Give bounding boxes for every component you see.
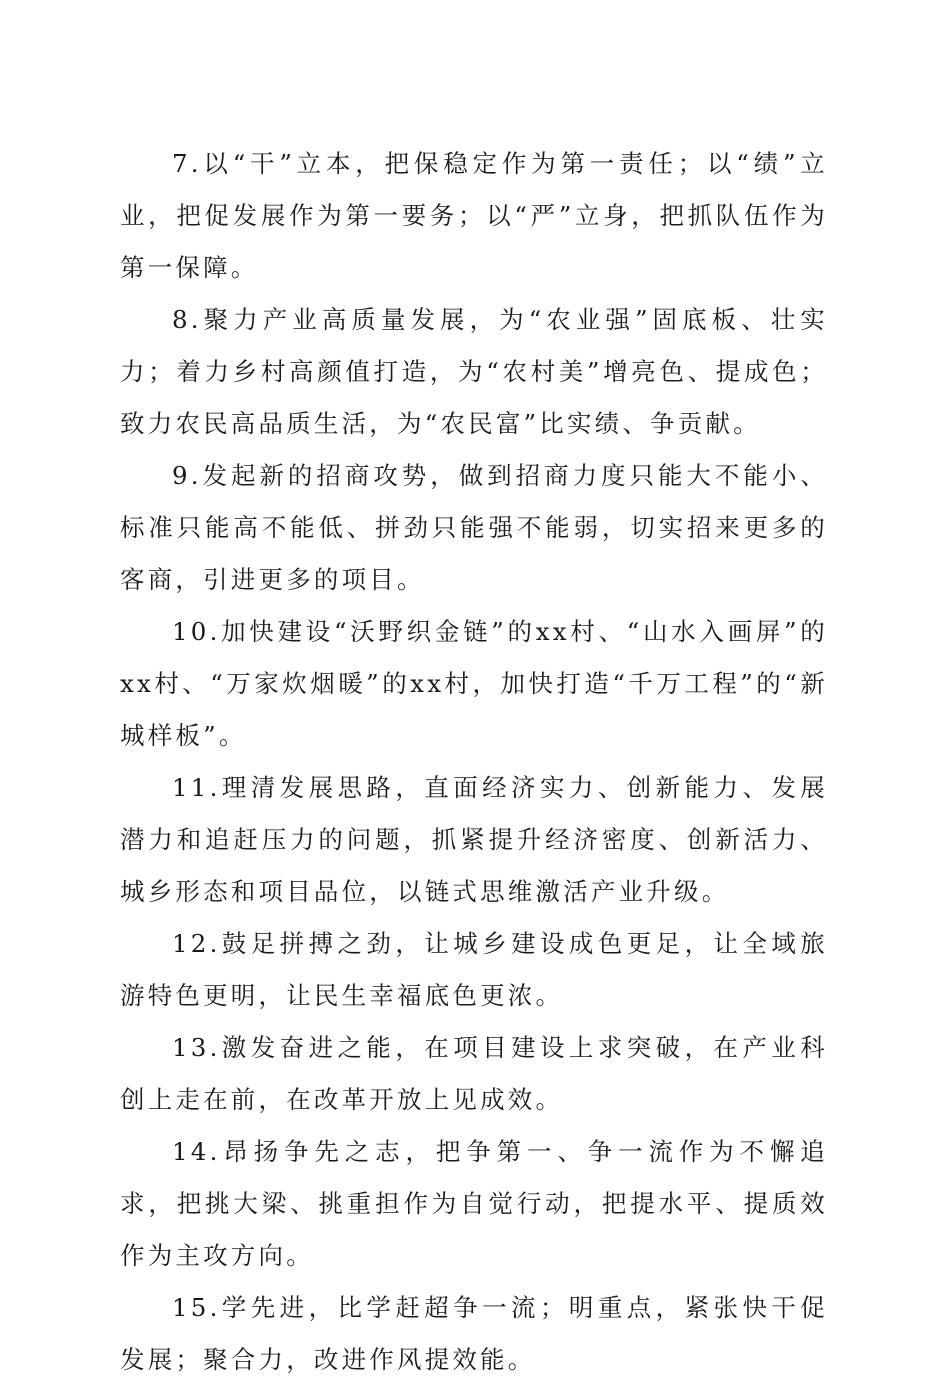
paragraph-item-14: 14.昂扬争先之志，把争第一、争一流作为不懈追求，把挑大梁、挑重担作为自觉行动，把提水平、提质效作为主攻方向。 <box>120 1137 828 1270</box>
paragraph-item-13: 13.激发奋进之能，在项目建设上求突破，在产业科创上走在前，在改革开放上见成效。 <box>120 1033 828 1114</box>
paragraph-item-9: 9.发起新的招商攻势，做到招商力度只能大不能小、标准只能高不能低、拼劲只能强不能弱，切实招来更多的客商，引进更多的项目。 <box>120 461 828 594</box>
paragraph-item-7: 7.以“干”立本，把保稳定作为第一责任；以“绩”立业，把促发展作为第一要务；以“严”立身，把抓队伍作为第一保障。 <box>120 149 828 282</box>
paragraph-item-15: 15.学先进，比学赶超争一流；明重点，紧张快干促发展；聚合力，改进作风提效能。 <box>120 1293 828 1374</box>
paragraph-item-10: 10.加快建设“沃野织金链”的xx村、“山水入画屏”的xx村、“万家炊烟暖”的xx村，加快打造“千万工程”的“新城样板”。 <box>120 617 828 750</box>
paragraph-item-8: 8.聚力产业高质量发展，为“农业强”固底板、壮实力；着力乡村高颜值打造，为“农村美”增亮色、提成色；致力农民高品质生活，为“农民富”比实绩、争贡献。 <box>120 305 828 438</box>
document-body <box>120 138 828 1386</box>
paragraph-item-12: 12.鼓足拼搏之劲，让城乡建设成色更足，让全域旅游特色更明，让民生幸福底色更浓。 <box>120 929 828 1010</box>
paragraph-item-11: 11.理清发展思路，直面经济实力、创新能力、发展潜力和追赶压力的问题，抓紧提升经济密度、创新活力、城乡形态和项目品位，以链式思维激活产业升级。 <box>120 773 828 906</box>
